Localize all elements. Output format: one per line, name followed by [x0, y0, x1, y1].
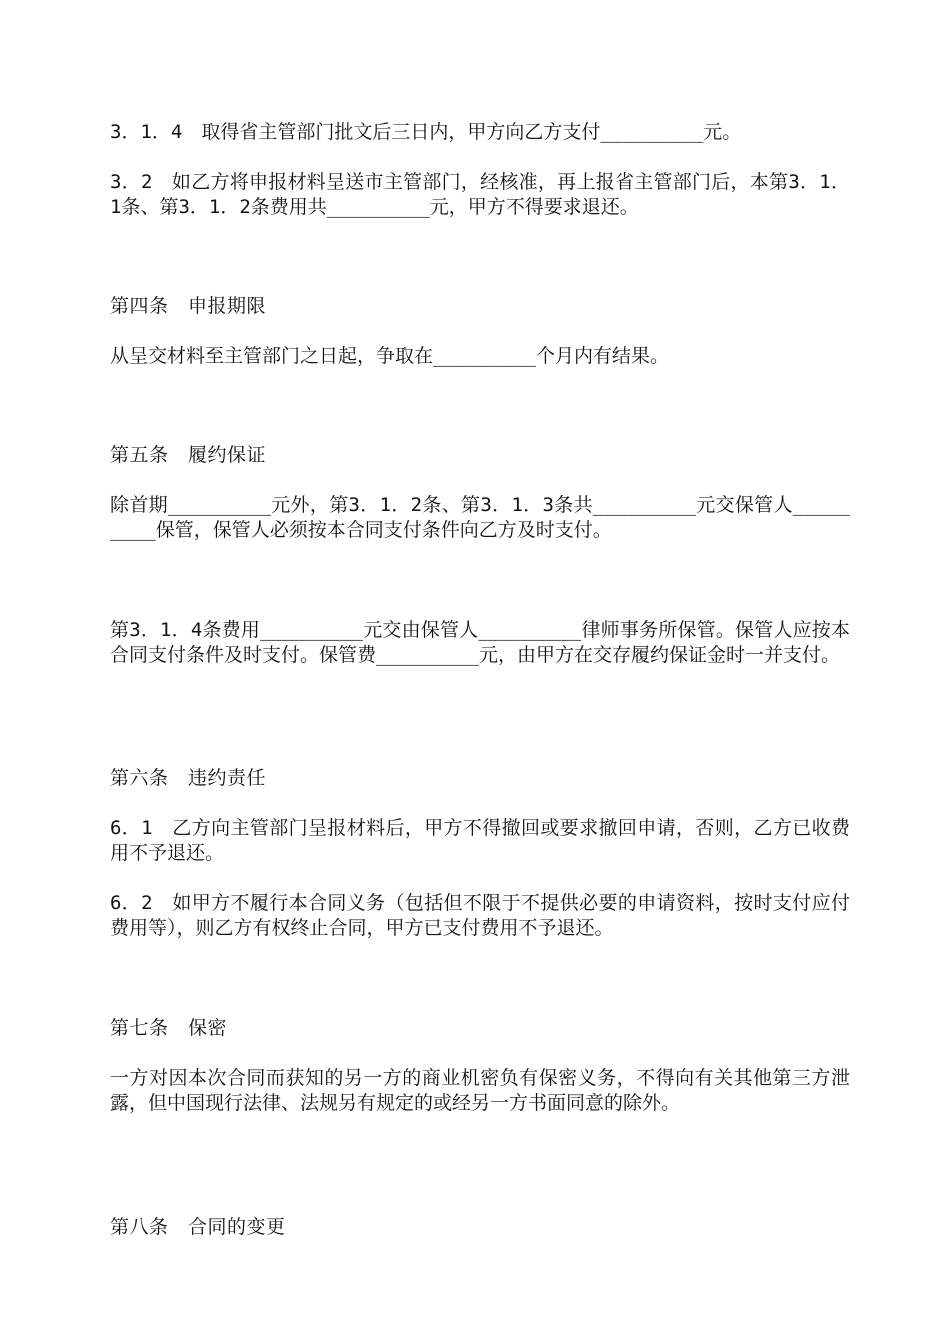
article-7-title: 第七条 保密 [110, 1017, 228, 1039]
paragraph-3-2: 3．2 如乙方将申报材料呈送市主管部门，经核准，再上报省主管部门后，本第3．1．1条、第3．1．2条费用共_________元，甲方不得要求退还。 [110, 171, 850, 218]
article-4-title: 第四条 申报期限 [110, 295, 267, 317]
article-5-paragraph-1: 除首期_________元外，第3．1．2条、第3．1．3条共_________元交保管人_________保管，保管人必须按本合同支付条件向乙方及时支付。 [110, 494, 850, 541]
article-4-paragraph: 从呈交材料至主管部门之日起，争取在_________个月内有结果。 [110, 345, 669, 367]
article-5-paragraph-2: 第3．1．4条费用_________元交由保管人_________律师事务所保管。保管人应按本合同支付条件及时支付。保管费_________元，由甲方在交存履约保证金时一并支付。 [110, 619, 850, 666]
article-6-paragraph-2: 6．2 如甲方不履行本合同义务（包括但不限于不提供必要的申请资料，按时支付应付费用等），则乙方有权终止合同，甲方已支付费用不予退还。 [110, 892, 850, 939]
article-6-title: 第六条 违约责任 [110, 767, 267, 789]
paragraph-3-1-4: 3．1．4 取得省主管部门批文后三日内，甲方向乙方支付_________元。 [110, 121, 742, 143]
article-8-title: 第八条 合同的变更 [110, 1216, 286, 1238]
article-6-paragraph-1: 6．1 乙方向主管部门呈报材料后，甲方不得撤回或要求撤回申请，否则，乙方已收费用不予退还。 [110, 817, 850, 864]
article-7-paragraph: 一方对因本次合同而获知的另一方的商业机密负有保密义务，不得向有关其他第三方泄露，但中国现行法律、法规另有规定的或经另一方书面同意的除外。 [110, 1067, 850, 1114]
article-5-title: 第五条 履约保证 [110, 444, 267, 466]
